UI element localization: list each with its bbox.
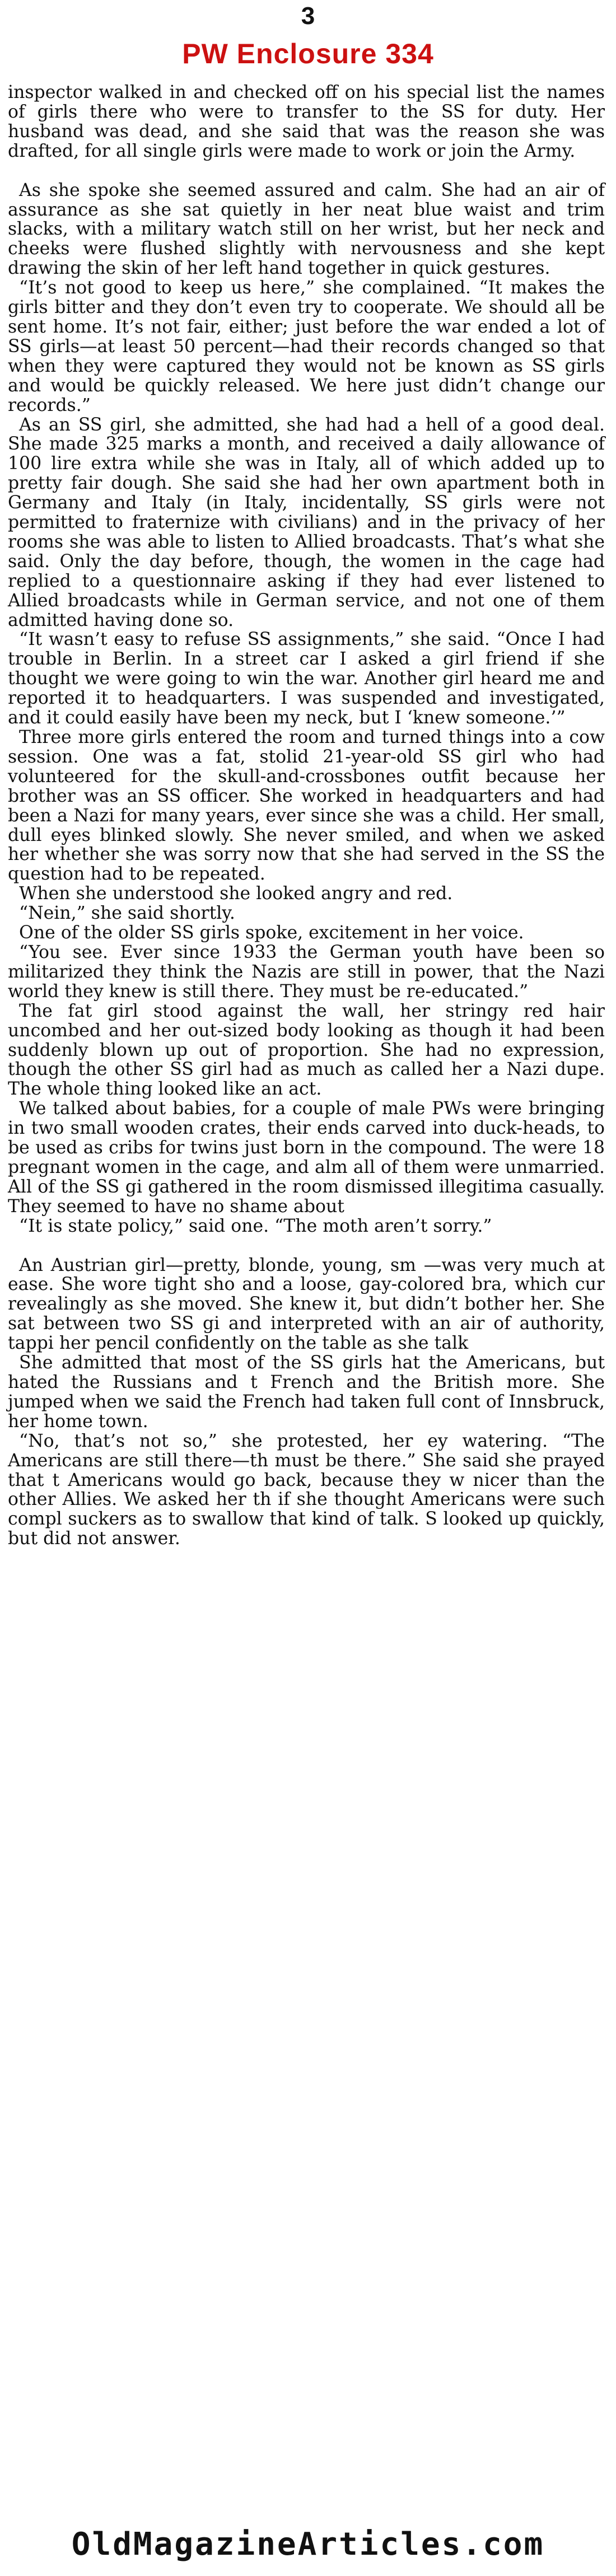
site-footer[interactable]: OldMagazineArticles.com <box>71 2526 545 2563</box>
page-number: 3 <box>301 2 315 30</box>
article-paragraph: inspector walked in and checked off on his special list the names of girls there who were to transfer to the SS for duty. Her husband was dead, and she said that was the reason she was drafted, for all single girls were made to work or join the Army. <box>8 82 605 161</box>
article-paragraph: “You see. Ever since 1933 the German youth have been so militarized they think the Nazis are still in power, that the Nazi world they knew is still there. They must be re-educated.” <box>8 942 605 1002</box>
article-paragraph: “Nein,” she said shortly. <box>19 903 235 924</box>
article-paragraph: “It is state policy,” said one. “The moth aren’t sorry.” <box>19 1215 492 1236</box>
article-paragraph: “No, that’s not so,” she protested, her ey watering. “The Americans are still there—th must be there.” She said she prayed that t Americans would go back, because they w nicer than the other Allies. We asked her th if she thought Americans were such compl suckers as to swallow that kind of talk. S looked up quickly, but did not answer. <box>8 1430 605 1549</box>
article-paragraph: The fat girl stood against the wall, her stringy red hair uncombed and her out-sized body looking as though it had been suddenly blown up out of proportion. She had no expression, though the other SS girl had as much as called her a Nazi dupe. The whole thing looked like an act. <box>8 1001 605 1100</box>
article-paragraph: “It’s not good to keep us here,” she complained. “It makes the girls bitter and they don’t even try to cooperate. We should all be sent home. It’s not fair, either; just before the war ended a lot of SS girls—at least 50 percent—had their records changed so that when they were captured they would not be known as SS girls and would be quickly released. We here just didn’t change our records.” <box>8 278 605 415</box>
article-paragraph: One of the older SS girls spoke, excitement in her voice. <box>19 923 524 943</box>
article-paragraph: An Austrian girl—pretty, blonde, young, sm —was very much at ease. She wore tight sho and a loose, gay-colored bra, which cur revealingly as she moved. She knew it, but didn’t bother her. She sat between two SS gi and interpreted with an air of authority, tappi her pencil confidently on the table as she talk <box>8 1255 605 1354</box>
article-paragraph: When she understood she looked angry and red. <box>19 883 453 904</box>
article-paragraph: Three more girls entered the room and turned things into a cow session. One was a fat, stolid 21-year-old SS girl who had volunteered for the skull-and-crossbones outfit because her brother was an SS officer. She worked in headquarters and had been a Nazi for many years, ever since she was a child. Her small, dull eyes blinked slowly. She never smiled, and when we asked her whether she was sorry now that she had served in the SS the question had to be repeated. <box>8 727 605 885</box>
article-paragraph: As she spoke she seemed assured and calm. She had an air of assurance as she sat quietly in her neat blue waist and trim slacks, with a military watch still on her wrist, but her neck and cheeks were flushed slightly with nervousness and she kept drawing the skin of her left hand together in quick gestures. <box>8 180 605 279</box>
article-paragraph: She admitted that most of the SS girls hat the Americans, but hated the Russians and t French and the British more. She jumped when we said the French had taken full cont of Innsbruck, her home town. <box>8 1353 605 1432</box>
article-paragraph: “It wasn’t easy to refuse SS assignments,” she said. “Once I had trouble in Berlin. In a street car I asked a girl friend if she thought we were going to win the war. Another girl heard me and reported it to headquarters. I was suspended and investigated, and it could easily have been my neck, but I ‘knew someone.’” <box>8 629 605 728</box>
running-head: PW Enclosure 334 <box>182 38 434 69</box>
article-paragraph: We talked about babies, for a couple of male PWs were bringing in two small wooden crates, their ends carved into duck-heads, to be used as cribs for twins just born in the compound. The were 18 pregnant women in the cage, and alm all of them were unmarried. All of the SS gi gathered in the room dismissed illegitima casually. They seemed to have no shame about <box>8 1098 605 1217</box>
article-paragraph: As an SS girl, she admitted, she had had a hell of a good deal. She made 325 marks a month, and received a daily allowance of 100 lire extra while she was in Italy, all of which added up to pretty fair dough. She said she had her own apartment both in Germany and Italy (in Italy, incidentally, SS girls were not permitted to fraternize with civilians) and in the privacy of her rooms she was able to listen to Allied broadcasts. That’s what she said. Only the day before, though, the women in the cage had replied to a questionnaire asking if they had ever listened to Allied broadcasts while in German service, and not one of them admitted having done so. <box>8 414 605 630</box>
article-body <box>8 83 605 1549</box>
